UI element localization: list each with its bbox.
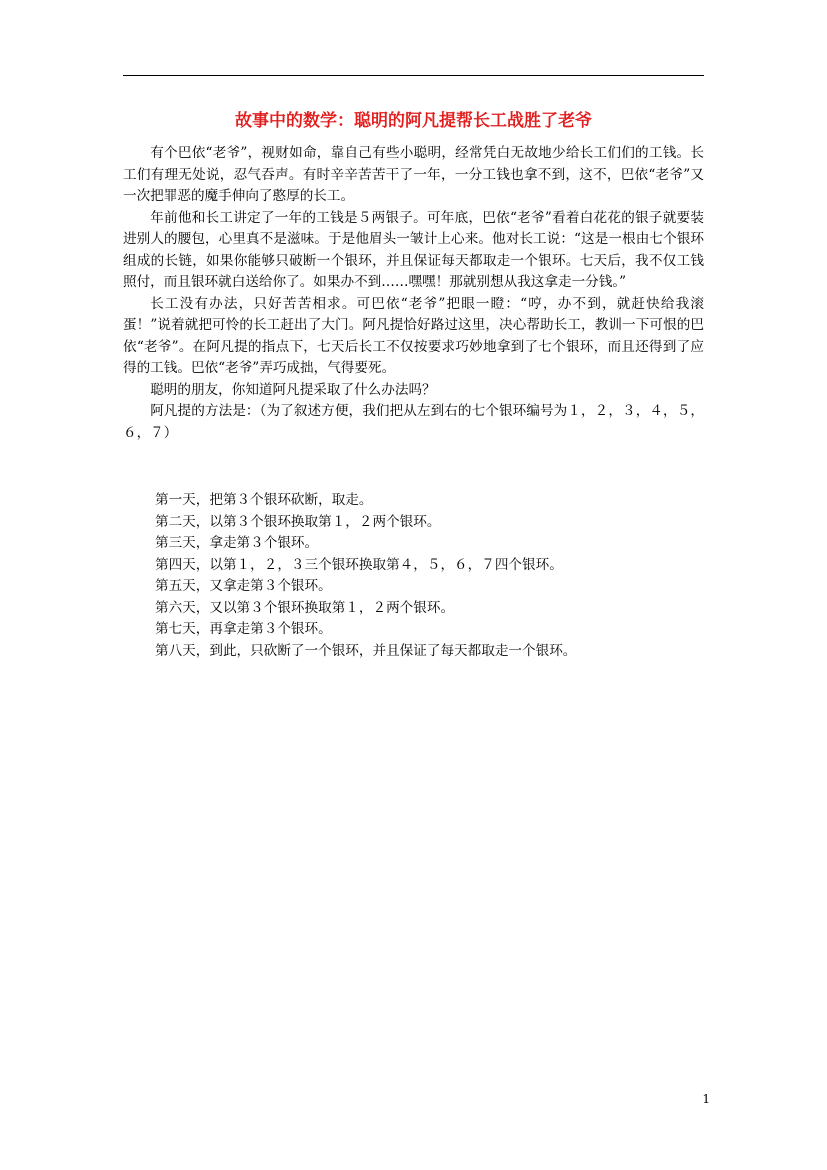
story-paragraph-3: 长工没有办法，只好苦苦相求。可巴依“老爷”把眼一瞪：“哼，办不到，就赶快给我滚蛋！”说着就把可怜的长工赶出了大门。阿凡提恰好路过这里，决心帮助长工，教训一下可恨的巴依“老爷”。在阿凡提的指点下，七天后长工不仅按要求巧妙地拿到了七个银环，而且还得到了应得的工钱。巴依“老爷”弄巧成拙，气得要死。 bbox=[123, 295, 704, 376]
step-day-1: 第一天，把第３个银环砍断，取走。 bbox=[155, 492, 373, 508]
story-paragraph-5: 阿凡提的方法是：（为了叙述方便，我们把从左到右的七个银环编号为１，２，３，４，５，６，７） bbox=[123, 403, 704, 441]
solution-steps bbox=[155, 490, 704, 662]
step-day-6: 第六天，又以第３个银环换取第１，２两个银环。 bbox=[155, 599, 455, 616]
step-day-4: 第四天，以第１，２，３三个银环换取第４，５，６，７四个银环。 bbox=[155, 556, 563, 573]
step-day-2: 第二天，以第３个银环换取第１，２两个银环。 bbox=[155, 513, 441, 530]
step-day-3: 第三天，拿走第３个银环。 bbox=[155, 535, 319, 551]
story-paragraph-2: 年前他和长工讲定了一年的工钱是５两银子。可年底，巴依“老爷”看着白花花的银子就要装进别人的腰包，心里真不是滋味。于是他眉头一皱计上心来。他对长工说：“这是一根由七个银环组成的长链，如果你能够只破断一个银环，并且保证每天都取走一个银环。七天后，我不仅工钱照付，而且银环就白送给你了。如果办不到……嘿嘿！那就别想从我这拿走一分钱。” bbox=[123, 209, 704, 290]
document-title: 故事中的数学：聪明的阿凡提帮长工战胜了老爷 bbox=[235, 111, 592, 131]
step-day-8: 第八天，到此，只砍断了一个银环，并且保证了每天都取走一个银环。 bbox=[155, 642, 577, 659]
step-day-7: 第七天，再拿走第３个银环。 bbox=[155, 621, 332, 637]
header-rule bbox=[123, 75, 704, 76]
step-day-5: 第五天，又拿走第３个银环。 bbox=[155, 578, 332, 594]
story-body bbox=[123, 143, 704, 444]
story-paragraph-4: 聪明的朋友，你知道阿凡提采取了什么办法吗？ bbox=[150, 381, 436, 398]
story-paragraph-1: 有个巴依“老爷”，视财如命，靠自己有些小聪明，经常凭白无故地少给长工们们的工钱。长工们有理无处说，忍气吞声。有时辛辛苦苦干了一年，一分工钱也拿不到，这不，巴依“老爷”又一次把罪恶的魔手伸向了憨厚的长工。 bbox=[123, 145, 704, 204]
page-number: 1 bbox=[702, 1092, 710, 1106]
